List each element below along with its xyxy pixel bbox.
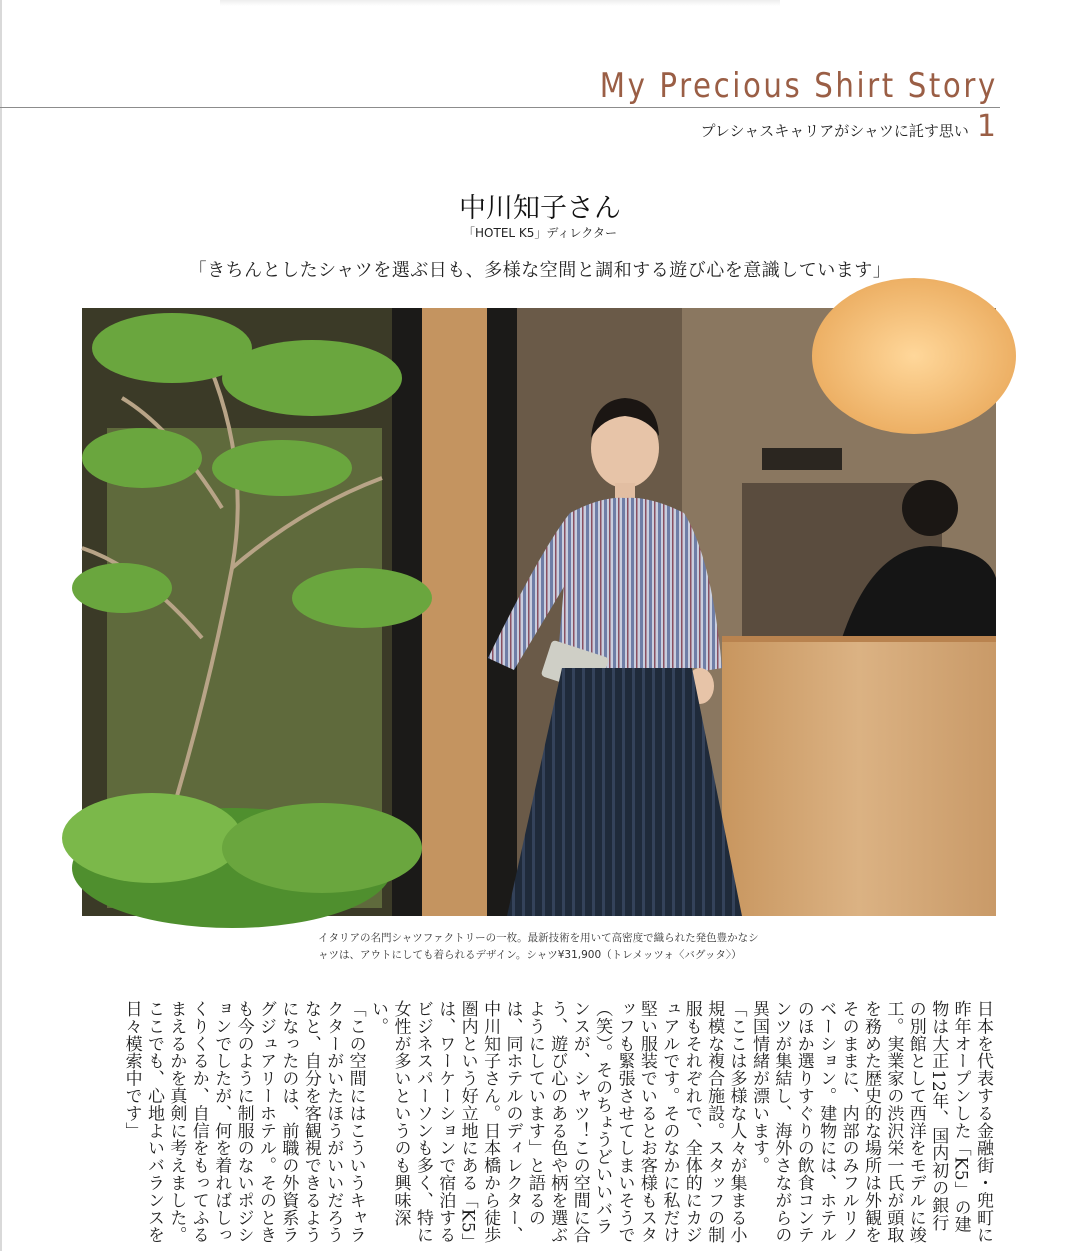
series-subtitle: プレシャスキャリアがシャツに託す思い bbox=[700, 122, 969, 140]
profile-name: 中川知子さん bbox=[459, 193, 621, 224]
staff-member-head bbox=[902, 480, 958, 536]
issue-number: 1 bbox=[976, 109, 996, 144]
article-paragraph-3: 「この空間にはこういうキャラクターがいたほうがいいだろうなと、自分を客観視できるようになったのは、前職の外資系ラグジュアリーホテル。そのときも今のように制服のないポジションでしたが、何を着ればしっくりくるか、自信をもってふるまえるかを真剣に考えました。ここでも、心地よいバランスを日々模索中です」 bbox=[121, 1000, 366, 1244]
profile-quote: 「きちんとしたシャツを選ぶ日も、多様な空間と調和する遊び心を意識しています」 bbox=[188, 260, 892, 281]
profile-role: 「HOTEL K5」ディレクター bbox=[463, 226, 617, 240]
header-rule bbox=[0, 107, 1000, 108]
article-paragraph-1: 日本を代表する金融街・兜町に昨年オープンした「K5」の建物は大正12年、国内初の銀行の別館として西洋をモデルに竣工。実業家の渋沢栄一氏が頭取を務めた歴史的な場所は外観をそのままに、内部のみフルリノベーション。建物には、ホテルのほか選りすぐりの飲食コンテンツが集結し、海外さながらの異国情緒が漂います。 bbox=[748, 1000, 993, 1244]
previous-page-bleed bbox=[220, 0, 780, 6]
article-body bbox=[121, 1000, 994, 1246]
pendant-lamp bbox=[812, 278, 1016, 434]
series-title: My Precious Shirt Story bbox=[599, 66, 998, 106]
reception-counter bbox=[722, 636, 996, 916]
article-paragraph-2: 「ここは多様な人々が集まる小規模な複合施設。スタッフの制服もそれぞれで、全体的にカジュアルです。そのなかに私だけ堅い服装でいるとお客様もスタッフも緊張させてしまいそうで（笑）。そのちょうどいいバランスが、シャツ！この空間に合う、遊び心のある色や柄を選ぶようにしています」と語るのは、同ホテルのディレクター、中川知子さん。日本橋から徒歩圏内という好立地にある「K5」は、ワーケーションで宿泊するビジネスパーソンも多く、特に女性が多いというのも興味深い。 bbox=[368, 1000, 747, 1244]
series-subtitle-row bbox=[700, 109, 996, 144]
photo-illustration bbox=[82, 308, 996, 916]
caption-line-2: ャツは、アウトにしても着られるデザイン。シャツ¥31,900（トレメッツォ〈バグッタ〉） bbox=[318, 949, 742, 961]
photo-caption bbox=[318, 930, 788, 964]
portrait-photo bbox=[82, 308, 996, 916]
caption-line-1: イタリアの名門シャツファクトリーの一枚。最新技術を用いて高密度で織られた発色豊かなシ bbox=[318, 932, 759, 944]
